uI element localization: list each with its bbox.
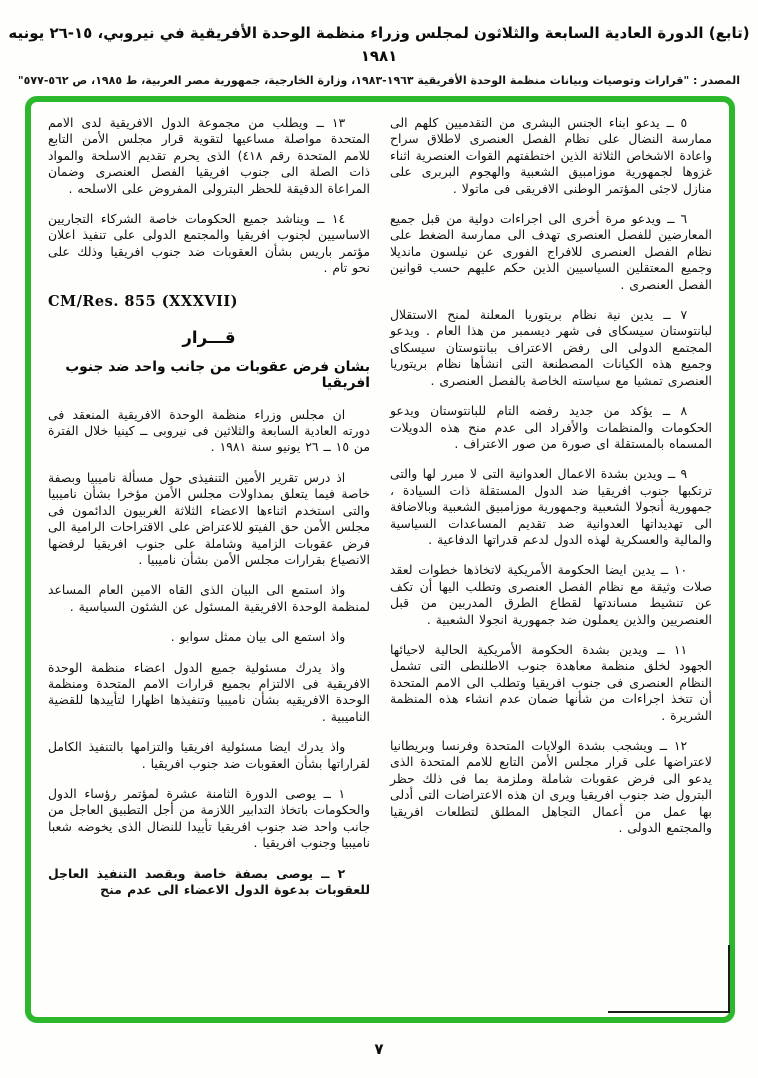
page-number: ٧ — [374, 1040, 384, 1058]
resolution-subtitle: بشان فرض عقوبات من جانب واحد ضد جنوب افريقيا — [65, 358, 370, 391]
paragraph: ١٣ ــ ويطلب من مجموعة الدول الافريقية لدى الامم المتحدة مواصلة مساعيها لتقوية قرار مجلس الأمن التابع للامم المتحدة رقم ٤١٨) الذى يحرم تقديم الاسلحة والمواد ذات الصلة الى جنوب افريقيا الفصل العنصرى وضمان المراعاة الدقيقة للحظر البترولى المفروض على الاسلحه . — [48, 115, 370, 196]
right-column — [390, 115, 712, 1007]
paragraph: ٧ ــ يدين نية نظام بريتوريا المعلنة لمنح الاستقلال لبانتوستان سيسكاى فى شهر ديسمبر من هذا العام . ويدعو المجتمع الدولى الى رفض الاعتراف ببانتوستان سيسكاى وجميع هذه الكيانات المصطنعة التى انشأها نظام بريتوريا العنصرى تمشيا مع سياسته الخاصة بالفصل العنصرى . — [390, 307, 712, 388]
scan-artifact-horizontal-line — [608, 1011, 729, 1013]
source-citation: المصدر : "قرارات وتوصيات وبيانات منظمة الوحدة الأفريقية ١٩٦٣-١٩٨٣، وزارة الخارجية، جمهورية مصر العربية، ط ١٩٨٥، ص ٥٦٢-٥٧٧" — [17, 74, 741, 87]
left-column-bottom — [48, 407, 370, 899]
paragraph: ١ ــ يوصى الدورة الثامنة عشرة لمؤتمر رؤساء الدول والحكومات باتخاذ التدابير اللازمة من أجل التطبيق العاجل من جانب واحد ضد جنوب افريقيا تأييدا للنضال الذى يخوضه شعبا ناميبيا وجنوب افريقيا . — [48, 785, 370, 851]
paragraph: اذ درس تقرير الأمين التنفيذى حول مسألة ناميبيا وبصفة خاصة فيما يتعلق بمداولات مجلس الأمن مؤخرا بشأن ناميبيا والتى استخدم اثناءها الاعضاء الثلاثة الغربيون الدائمون فى مجلس الأمن حق الفيتو للاعتراض على الاقتراحات الرامية الى فرض عقوبات الزامية وشاملة على جنوب افريقيا لرفضها الانصياع بقرارات مجلس الأمن بشأن ناميبيا . — [48, 469, 370, 567]
scan-artifact-vertical-line — [728, 945, 730, 1013]
page-header — [0, 22, 758, 87]
paragraph: واذ استمع الى البيان الذى القاه الامين العام المساعد لمنظمة الوحدة الافريقية المسئول عن الشئون السياسية . — [48, 582, 370, 614]
paragraph: ١١ ــ ويدين بشدة الحكومة الأمريكية الحالية لاحيائها الجهود لخلق منظمة معاهدة جنوب الاطلنطى التى تشمل النظام العنصرى فى جنوب افريقيا وتطلب الى الامم المتحدة أن تتخذ اجراءات من شأنها ضمان عدم انشاء هذه المنظمة الشريرة . — [390, 641, 712, 723]
paragraph: واذ يدرك مسئولية جميع الدول اعضاء منظمة الوحدة الافريقية فى الالتزام بجميع قرارات الامم المتحدة ومنظمة الوحدة الافريقيه بشأن ناميبيا وتنفيذها اظهارا لتأييدها للقضية الناميبية . — [48, 659, 370, 724]
document-frame — [25, 96, 735, 1023]
resolution-id: CM/Res. 855 (XXXVII) — [48, 292, 239, 310]
paragraph: ١٠ ــ يدين ايضا الحكومة الأمريكية لاتخاذها خطوات لعقد صلات وثيقة مع نظام الفصل العنصرى وتطلب اليها أن تكف عن تنشيط مساندتها لقطاع الطرق المدربين من قبل العنصريين والذين يعملون ضد جمهورية انجولا الشعبية . — [390, 562, 712, 627]
paragraph: ان مجلس وزراء منظمة الوحدة الافريقية المنعقد فى دورته العادية السابعة والثلاثين فى نيروبى ــ كينيا خلال الفترة من ١٥ ــ ٢٦ يونيو سنة ١٩٨١ . — [48, 406, 370, 455]
session-title: (تابع) الدورة العادية السابعة والثلاثون لمجلس وزراء منظمة الوحدة الأفريقية في نيروبي، ١٥-٢٦ يونيه ١٩٨١ — [8, 24, 750, 65]
paragraph: ٢ ــ يوصى بصفة خاصة وبقصد التنفيذ العاجل للعقوبات بدعوة الدول الاعضاء الى عدم منح — [48, 865, 370, 897]
paragraph: ١٤ ــ ويناشد جميع الحكومات خاصة الشركاء التجاريين الاساسيين لجنوب افريقيا والمجتمع الدولى على تنفيذ اعلان مؤتمر باريس بشأن العقوبات ضد جنوب افريقيا وذلك على نحو تام . — [48, 211, 370, 276]
two-column-layout — [31, 102, 729, 1017]
left-column-top — [48, 115, 370, 277]
paragraph: ٥ ــ يدعو ابناء الجنس البشرى من التقدميين كلهم الى ممارسة النضال على نظام الفصل العنصرى لاطلاق سراح واعادة الاشخاص الثلاثة الذين اختطفتهم القوات العنصرية اثناء غزوها لجمهورية موزامبيق الشعبية والهجوم البربرى على منازل لاجئى المؤتمر الوطنى الافريقى فى ماتولا . — [390, 115, 712, 196]
paragraph: ٦ ــ ويدعو مرة أخرى الى اجراءات دولية من قبل جميع المعارضين للفصل العنصرى تهدف الى ممارسة الضغط على نظام الفصل العنصرى للافراج الفورى عن نيلسون مانديلا وجميع المعتقلين السياسيين الذين حكم عليهم حسب قوانين الفصل العنصرى . — [390, 211, 712, 292]
paragraph: ٩ ــ ويدين بشدة الاعمال العدوانية التى لا مبرر لها والتى ترتكبها جنوب افريقيا ضد الدول المستقلة ذات السيادة ، جمهورية أنجولا الشعبية وجمهورية موزامبيق الشعبية وبالاضافة الى تهديداتها العدوانية ضد تقديم المساعدات السياسية والمالية والعسكرية لهذه الدول لدعم قدراتها الدفاعية . — [390, 466, 712, 547]
resolution-title: قـــرار — [182, 327, 236, 347]
paragraph: واذ استمع الى بيان ممثل سوابو . — [170, 629, 346, 645]
paragraph: ١٢ ــ ويشجب بشدة الولايات المتحدة وفرنسا وبريطانيا لاعتراضها على قرار مجلس الأمن التابع للامم المتحدة الذى يدعو الى فرض عقوبات شاملة وملزمة بما فى ذلك حظر البترول ضد جنوب افريقيا ويرى ان هذه الاعتراضات التى أدلى بها عمل من أعمال التجاهل المطلق لتطلعات افريقيا والمجتمع الدولى . — [390, 738, 712, 836]
paragraph: واذ يدرك ايضا مسئولية افريقيا والتزامها بالتنفيذ الكامل لقراراتها بشأن العقوبات ضد جنوب افريقيا . — [48, 739, 370, 771]
paragraph: ٨ ــ يؤكد من جديد رفضه التام للبانتوستان ويدعو الحكومات والمنظمات والأفراد الى عدم منح هذه الدويلات المسماه بالمستقلة اى صورة من صور الاعتراف . — [390, 403, 712, 451]
left-column — [48, 115, 370, 1007]
